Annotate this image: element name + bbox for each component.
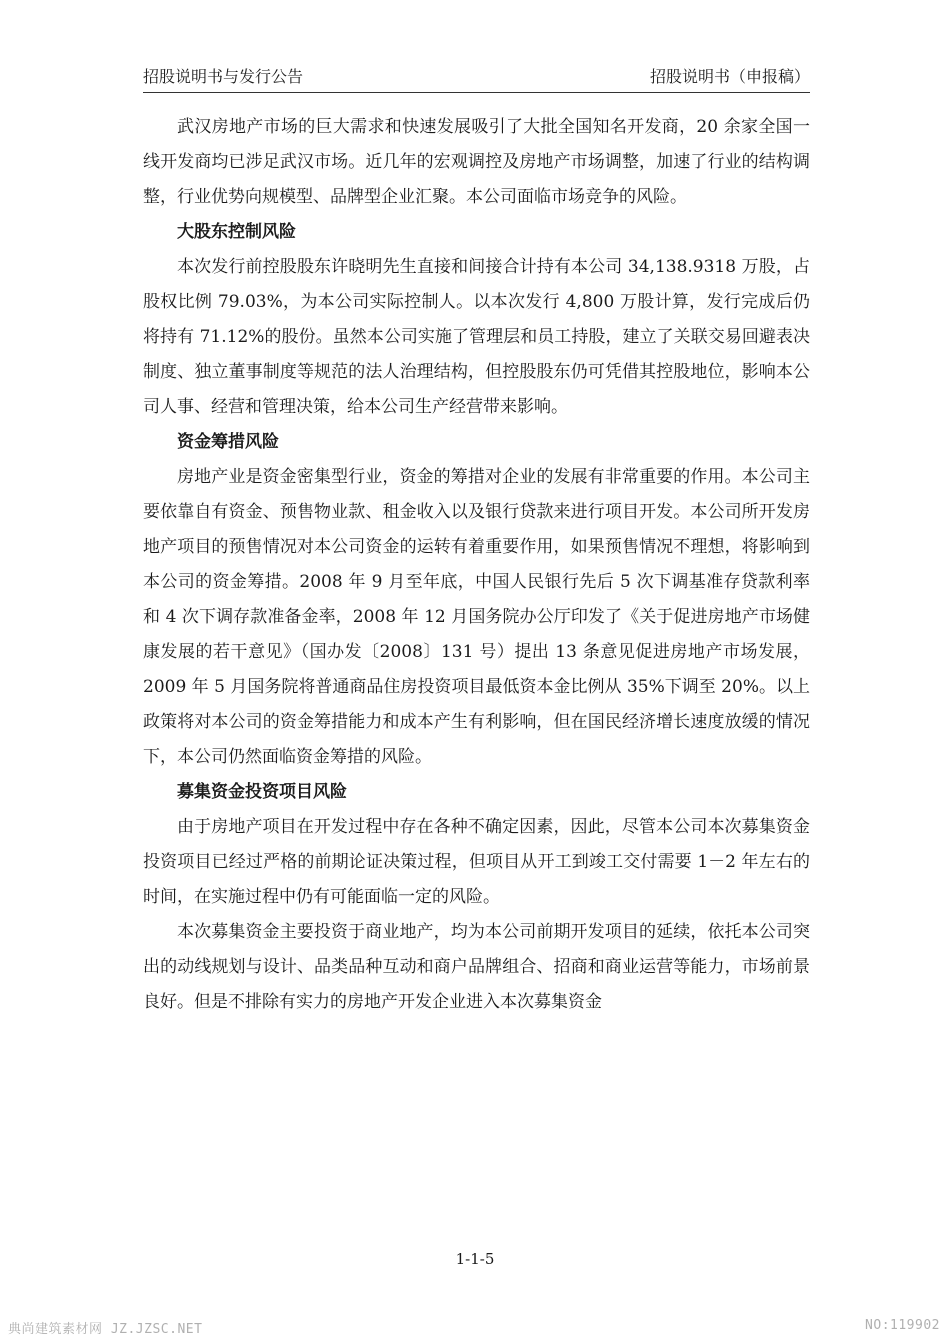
paragraph: 由于房地产项目在开发过程中存在各种不确定因素，因此，尽管本公司本次募集资金投资项目已经过严格的前期论证决策过程，但项目从开工到竣工交付需要 1－2 年左右的时间，在实施过程中仍有可能面临一定的风险。 xyxy=(143,817,810,907)
watermark-id: NO:119902 xyxy=(865,1318,940,1333)
paragraph: 房地产业是资金密集型行业，资金的筹措对企业的发展有非常重要的作用。本公司主要依靠自有资金、预售物业款、租金收入以及银行贷款来进行项目开发。本公司所开发房地产项目的预售情况对本公司资金的运转有着重要作用，如果预售情况不理想，将影响到本公司的资金筹措。2008 年 9 月至年底，中国人民银行先后 5 次下调基准存贷款利率和 4 次下调存款准备金率，2008 年 12 月国务院办公厅印发了《关于促进房地产市场健康发展的若干意见》（国办发〔2008〕131 号）提出 13 条意见促进房地产市场发展，2009 年 5 月国务院将普通商品住房投资项目最低资本金比例从 35%下调至 20%。以上政策将对本公司的资金筹措能力和成本产生有利影响，但在国民经济增长速度放缓的情况下，本公司仍然面临资金筹措的风险。 xyxy=(143,467,810,767)
header-doc-title: 招股说明书与发行公告 xyxy=(143,67,304,86)
page-number: 1-1-5 xyxy=(455,1250,495,1268)
document-body xyxy=(143,110,810,1020)
paragraph: 本次发行前控股股东许晓明先生直接和间接合计持有本公司 34,138.9318 万股，占股权比例 79.03%，为本公司实际控制人。以本次发行 4,800 万股计算，发行完成后仍将持有 71.12%的股份。虽然本公司实施了管理层和员工持股，建立了关联交易回避表决制度、独立董事制度等规范的法人治理结构，但控股股东仍可凭借其控股地位，影响本公司人事、经营和管理决策，给本公司生产经营带来影响。 xyxy=(143,257,810,417)
watermark-site: 典尚建筑素材网 JZ.JZSC.NET xyxy=(8,1322,203,1337)
section-heading: 募集资金投资项目风险 xyxy=(177,782,347,802)
paragraph: 武汉房地产市场的巨大需求和快速发展吸引了大批全国知名开发商，20 余家全国一线开发商均已涉足武汉市场。近几年的宏观调控及房地产市场调整，加速了行业的结构调整，行业优势向规模型、品牌型企业汇聚。本公司面临市场竞争的风险。 xyxy=(143,117,810,207)
header-doc-status: 招股说明书（申报稿） xyxy=(649,67,810,86)
section-heading: 大股东控制风险 xyxy=(177,222,296,242)
paragraph: 本次募集资金主要投资于商业地产，均为本公司前期开发项目的延续，依托本公司突出的动线规划与设计、品类品种互动和商户品牌组合、招商和商业运营等能力，市场前景良好。但是不排除有实力的房地产开发企业进入本次募集资金 xyxy=(143,922,810,1012)
page-header xyxy=(143,66,810,93)
section-heading: 资金筹措风险 xyxy=(177,432,279,452)
